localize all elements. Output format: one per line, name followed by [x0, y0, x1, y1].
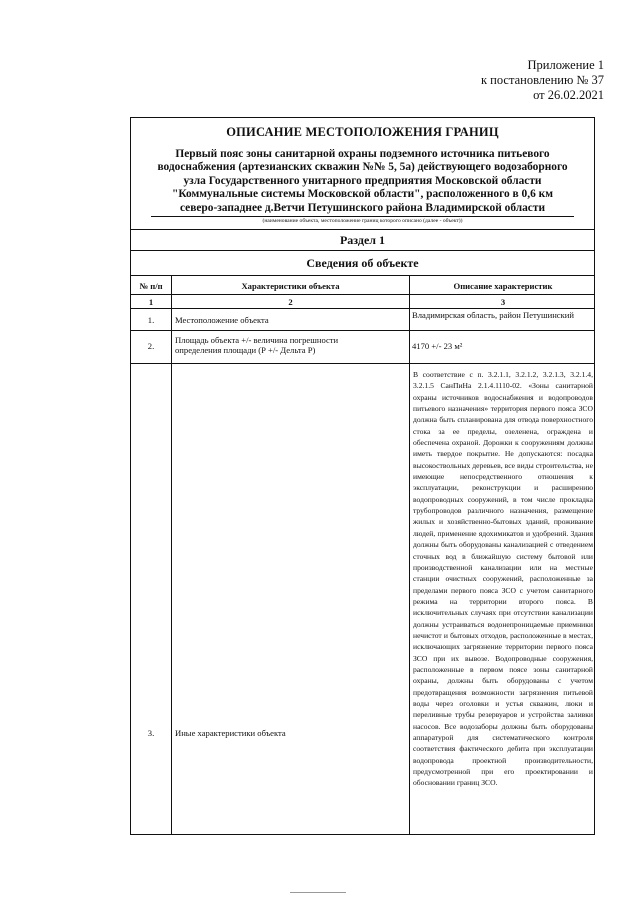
- section-label-row: [131, 229, 594, 250]
- subtitle-line: узла Государственного унитарного предприятия Московской области: [183, 174, 542, 187]
- subtitle-line: "Коммунальные системы Московской области", расположенного в 0,6 км: [172, 188, 553, 201]
- document-title: ОПИСАНИЕ МЕСТОПОЛОЖЕНИЯ ГРАНИЦ: [226, 125, 499, 139]
- section-heading: Сведения об объекте: [306, 256, 419, 270]
- subtitle-line: водоснабжения (артезианских скважин №№ 5, 5а) действующего водозаборного: [157, 161, 568, 174]
- appendix-caption: [481, 58, 604, 103]
- table-row-value: Владимирская область, район Петушинский: [412, 310, 574, 320]
- document-frame: [130, 117, 595, 835]
- object-description-title: [139, 148, 586, 215]
- table-row-num: 3.: [147, 728, 155, 738]
- object-table: [131, 275, 594, 834]
- appendix-line-2: к постановлению № 37: [480, 73, 604, 87]
- table-header-num: № п/п: [139, 281, 163, 291]
- table-row-num: 2.: [147, 341, 155, 351]
- table-header-description: Описание характеристик: [453, 281, 553, 291]
- title-block: [131, 118, 594, 224]
- table-row-value: 4170 +/- 23 м²: [412, 341, 463, 351]
- column-number: 2: [288, 297, 293, 307]
- section-label: Раздел 1: [339, 233, 386, 247]
- column-number: 1: [148, 297, 154, 307]
- table-row-num: 1.: [147, 315, 155, 325]
- object-name-hint: (наименование объекта, местоположение границ которого описано (далее - объект)): [151, 216, 574, 224]
- table-header-characteristic: Характеристики объекта: [241, 281, 340, 291]
- table-row-value: В соответствие с п. 3.2.1.1, 3.2.1.2, 3.2.1.3, 3.2.1.4, 3.2.1.5 СанПиНа 2.1.4.1110-02. «Зоны санитарной охраны источников водоснабжения и водопроводов питьевого назначения» территория первого пояса ЗСО должна быть спланирована для отвода поверхностного стока за ее пределы, озеленена, ограждена и обеспечена охраной. Дорожки к сооружениям должны иметь твердое покрытие. Не допускаются: посадка высокоствольных деревьев, все виды строительства, не имеющие непосредственного отношения к эксплуатации, реконструкции и расширению водопроводных сооружений, в том числе прокладка трубопроводов различного назначения, размещение жилых и хозяйственно-бытовых зданий, проживание людей, применение ядохимикатов и удобрений. Здания должны быть оборудованы канализацией с отведением сточных вод в ближайшую систему бытовой или производственной канализации или на местные станции очистных сооружений, расположенные за пределами первого пояса ЗСО с учетом санитарного режима на территории второго пояса. В исключительных случаях при отсутствии канализации должны устраиваться водонепроницаемые приемники нечистот и бытовых отходов, расположенные в местах, исключающих загрязнение территории первого пояса ЗСО при их вывозе. Водопроводные сооружения, расположенные в первом поясе зоны санитарной охраны, должны быть оборудованы с учетом предотвращения возможности загрязнения питьевой воды через оголовки и устья скважин, люки и переливные трубы резервуаров и устройства заливки насосов. Все водозаборы должны быть оборудованы аппаратурой для систематического контроля соответствия фактического дебита при эксплуатации водопровода проектной производительности, предусмотренной при его проектировании и обосновании границ ЗСО.: [413, 370, 593, 788]
- table-row-name: Местоположение объекта: [175, 315, 269, 325]
- table-row-name: Площадь объекта +/- величина погрешности определения площади (Р +/- Дельта Р): [175, 335, 339, 356]
- column-number: 3: [500, 297, 506, 307]
- subtitle-line: Первый пояс зоны санитарной охраны подземного источника питьевого: [175, 148, 550, 160]
- scan-artifact: [290, 892, 346, 893]
- appendix-line-1: Приложение 1: [527, 58, 604, 72]
- section-heading-row: [131, 250, 594, 275]
- table-row-name: Иные характеристики объекта: [175, 728, 286, 738]
- subtitle-line: северо-западнее д.Ветчи Петушинского района Владимирской области: [179, 201, 546, 214]
- appendix-line-3: от 26.02.2021: [533, 88, 604, 102]
